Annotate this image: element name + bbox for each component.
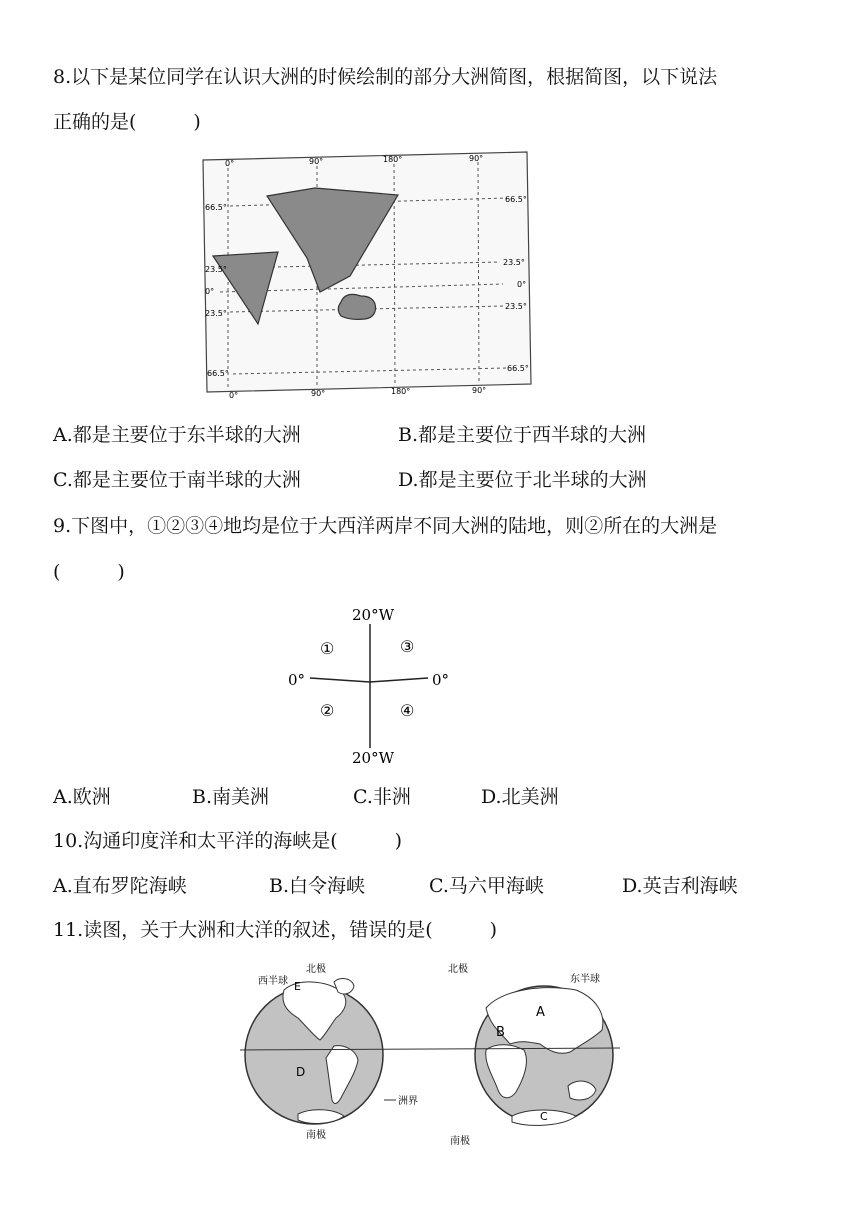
q9-equator-left [310, 678, 370, 682]
q9-marker-1: ① [320, 639, 335, 658]
east-hemisphere-label: 东半球 [570, 974, 600, 985]
q9-quadrant-figure [272, 600, 472, 770]
q8-stem-line2: 正确的是( ) [53, 111, 201, 133]
q8-continent-sketch-figure [195, 148, 535, 404]
q10-option-d[interactable]: D.英吉利海峡 [622, 875, 738, 897]
q8-option-d[interactable]: D.都是主要位于北半球的大洲 [398, 469, 647, 491]
right-lat-66n: 66.5° [505, 195, 527, 204]
q8-option-a[interactable]: A.都是主要位于东半球的大洲 [53, 424, 301, 446]
q9-marker-2: ② [320, 701, 335, 720]
south-pole-right-label: 南极 [450, 1136, 470, 1147]
q11-stem: 11.读图，关于大洲和大洋的叙述，错误的是( ) [53, 919, 498, 941]
label-e: E [294, 980, 301, 993]
right-lat-0: 0° [517, 280, 527, 289]
q10-option-c[interactable]: C.马六甲海峡 [429, 875, 544, 897]
q9-equator-right [370, 678, 428, 682]
q10-stem: 10.沟通印度洋和太平洋的海峡是( ) [53, 830, 403, 852]
left-lat-0: 0° [205, 287, 215, 296]
bottom-lon-180: 180° [391, 387, 411, 396]
australia-shape [338, 294, 375, 319]
q10-option-b[interactable]: B.白令海峡 [269, 875, 366, 897]
q9-option-b[interactable]: B.南美洲 [192, 786, 270, 808]
q9-option-a[interactable]: A.欧洲 [53, 786, 111, 808]
bottom-lon-90: 90° [311, 389, 326, 398]
boundary-label: 洲界 [398, 1096, 418, 1107]
label-c: C [540, 1110, 548, 1123]
top-lon-0: 0° [225, 159, 235, 168]
south-pole-left-label: 南极 [306, 1130, 326, 1141]
top-lon-90w: 90° [469, 154, 484, 163]
q9-quadrant-svg [272, 600, 472, 770]
bottom-lon-0: 0° [229, 391, 239, 400]
north-pole-right-label: 北极 [448, 964, 468, 975]
bottom-lon-90w: 90° [472, 386, 487, 395]
q9-option-c[interactable]: C.非洲 [353, 786, 411, 808]
q9-marker-3: ③ [400, 637, 415, 656]
left-lat-66s: 66.5° [207, 369, 229, 378]
q8-option-c[interactable]: C.都是主要位于南半球的大洲 [53, 469, 301, 491]
q9-right-label: 0° [432, 671, 450, 689]
label-d: D [296, 1065, 306, 1079]
q9-marker-4: ④ [400, 701, 415, 720]
q9-top-label: 20°W [352, 606, 395, 624]
q8-stem-line1: 8.以下是某位同学在认识大洲的时候绘制的部分大洲简图，根据简图，以下说法 [53, 66, 718, 88]
q9-stem-line1: 9.下图中，①②③④地均是位于大西洋两岸不同大洲的陆地，则②所在的大洲是 [53, 515, 718, 537]
left-lat-66n: 66.5° [205, 203, 227, 212]
left-lat-23s: 23.5° [205, 309, 227, 318]
right-lat-23s: 23.5° [505, 302, 527, 311]
right-lat-66s: 66.5° [507, 364, 529, 373]
label-b: B [496, 1025, 505, 1040]
top-lon-90: 90° [309, 157, 324, 166]
q10-option-a[interactable]: A.直布罗陀海峡 [53, 875, 187, 897]
q8-option-b[interactable]: B.都是主要位于西半球的大洲 [398, 424, 647, 446]
right-lat-23n: 23.5° [503, 258, 525, 267]
q11-world-hemispheres-figure [240, 960, 620, 1150]
q9-left-label: 0° [288, 671, 306, 689]
north-pole-left-label: 北极 [306, 964, 326, 975]
q8-map-svg [195, 148, 535, 404]
q11-hemispheres-svg [240, 960, 620, 1150]
q9-stem-line2: ( ) [53, 561, 125, 583]
q9-option-d[interactable]: D.北美洲 [481, 786, 559, 808]
top-lon-180: 180° [383, 155, 403, 164]
west-hemisphere-label: 西半球 [258, 976, 288, 987]
q9-bottom-label: 20°W [352, 749, 395, 767]
label-a: A [536, 1005, 545, 1020]
left-lat-23n: 23.5° [205, 265, 227, 274]
